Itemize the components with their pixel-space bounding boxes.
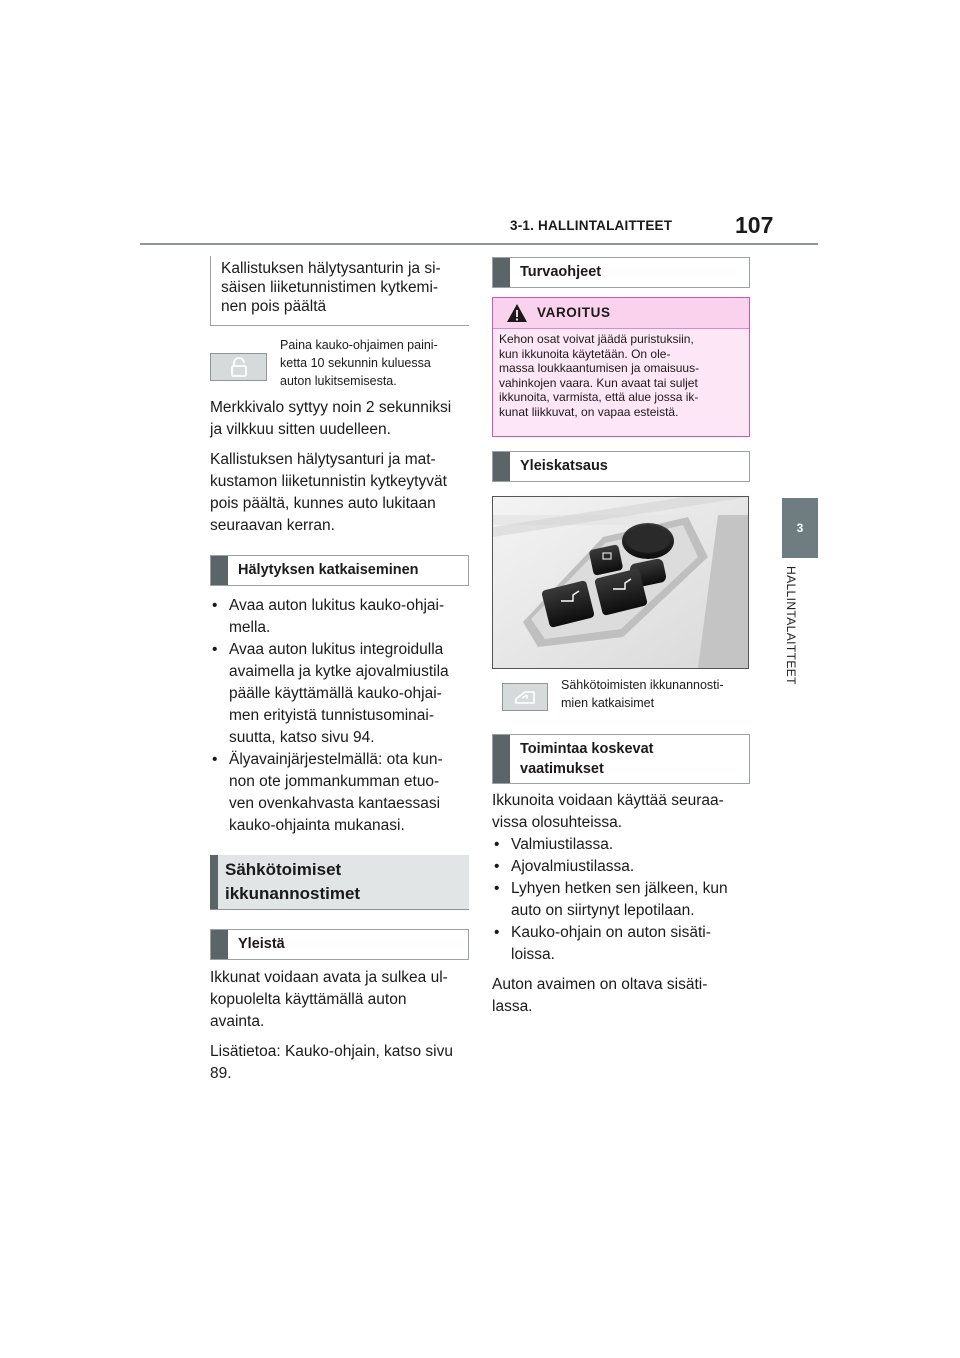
tilt-sensor-heading-box xyxy=(210,256,469,326)
list-item xyxy=(210,639,472,749)
text-line: Kehon osat voivat jäädä puristuksiin, xyxy=(499,332,694,346)
text-line: auto on siirtynyt lepotilaan. xyxy=(511,902,695,919)
text-line: mella. xyxy=(229,619,271,636)
text-line: ven ovenkahvasta kantaessasi xyxy=(229,795,441,812)
text-line: mien katkaisimet xyxy=(561,696,655,710)
heading-requirements xyxy=(492,734,750,784)
heading-safety xyxy=(492,257,750,288)
text-line: Ikkunat voidaan avata ja sulkea ul- xyxy=(210,969,448,986)
text-line: Toimintaa koskevat xyxy=(520,741,654,757)
text-line: Ajovalmiustilassa. xyxy=(511,858,635,875)
list-item xyxy=(492,856,754,878)
bullet-dot: • xyxy=(494,836,500,853)
tilt-sensor-heading-line: säisen liiketunnistimen kytkemi- xyxy=(221,279,439,296)
heading-alarm xyxy=(210,555,469,586)
heading-bar xyxy=(493,258,510,287)
tilt-sensor-heading-line: nen pois päältä xyxy=(221,298,327,315)
text-line: Kauko-ohjain on auton sisäti- xyxy=(511,924,711,941)
list-item xyxy=(492,878,754,922)
paragraph xyxy=(210,397,472,441)
heading-bar xyxy=(493,452,510,481)
heading-alarm-text: Hälytyksen katkaiseminen xyxy=(238,562,419,578)
text-line: Avaa auton lukitus integroidulla xyxy=(229,641,444,658)
warning-title: VAROITUS xyxy=(537,305,611,320)
chapter-tab: 3 xyxy=(782,498,818,558)
paragraph xyxy=(210,967,472,1033)
text-line: lassa. xyxy=(492,998,533,1015)
window-switch-icon xyxy=(513,688,537,706)
lock-icon-box xyxy=(210,353,267,381)
warning-triangle-icon xyxy=(506,303,528,323)
text-line: Älyavainjärjestelmällä: ota kun- xyxy=(229,751,443,768)
text-line: Lyhyen hetken sen jälkeen, kun xyxy=(511,880,728,897)
paragraph xyxy=(210,1041,472,1085)
text-line: loissa. xyxy=(511,946,555,963)
warning-header xyxy=(493,298,749,329)
text-line: ikkunannostimet xyxy=(225,884,361,903)
text-line: Avaa auton lukitus kauko-ohjai- xyxy=(229,597,445,614)
text-line: avaimella ja kytke ajovalmiustila xyxy=(229,663,449,680)
text-line: kustamon liiketunnistin kytkeytyvät xyxy=(210,473,447,490)
heading-overview-text: Yleiskatsaus xyxy=(520,458,608,474)
heading-bar xyxy=(211,556,228,585)
heading-bar xyxy=(211,930,228,959)
lock-note-line: Paina kauko-ohjaimen paini- xyxy=(280,338,438,352)
heading-overview xyxy=(492,451,750,482)
heading-bar xyxy=(493,735,510,783)
left-text-block-1 xyxy=(210,397,472,545)
text-line: kun ikkunoita käytetään. On ole- xyxy=(499,346,671,361)
text-line: päälle käyttämällä kauko-ohjai- xyxy=(229,685,442,702)
bullet-dot: • xyxy=(494,880,500,897)
list-item xyxy=(492,922,754,966)
window-switch-panel-illustration xyxy=(493,497,748,668)
list-item xyxy=(210,749,472,837)
header-rule xyxy=(140,243,818,245)
paragraph xyxy=(210,449,472,537)
text-line: Ikkunoita voidaan käyttää seuraa- xyxy=(492,792,724,809)
right-text-block xyxy=(492,790,754,1026)
bullet-dot: • xyxy=(212,597,218,614)
text-line: 89. xyxy=(210,1065,232,1082)
text-line: pois päältä, kunnes auto lukitaan xyxy=(210,495,436,512)
text-line: men erityistä tunnistusominai- xyxy=(229,707,435,724)
bullet-dot: • xyxy=(494,858,500,875)
text-line: ja vilkkuu sitten uudelleen. xyxy=(210,421,391,438)
text-line: Lisätietoa: Kauko-ohjain, katso sivu xyxy=(210,1043,453,1060)
text-line: Sähkötoimiset xyxy=(225,860,342,879)
lock-icon xyxy=(228,356,250,378)
photo-caption xyxy=(561,676,753,712)
text-line: vaatimukset xyxy=(520,761,604,777)
text-line: ikkunoita, varmista, että alue jossa ik- xyxy=(499,390,699,404)
warning-text xyxy=(499,332,743,419)
text-line: kauko-ohjainta mukanasi. xyxy=(229,817,405,834)
chapter-label: HALLINTALAITTEET xyxy=(784,566,798,685)
paragraph xyxy=(492,974,754,1018)
text-line: non ote jommankumman etuo- xyxy=(229,773,440,790)
warning-box xyxy=(492,297,750,437)
list-item xyxy=(210,595,472,639)
list-item xyxy=(492,834,754,856)
text-line: avainta. xyxy=(210,1013,265,1030)
bullet-dot: • xyxy=(494,924,500,941)
heading-general xyxy=(210,929,469,960)
chapter-heading-text xyxy=(225,858,360,906)
heading-general-text: Yleistä xyxy=(238,936,285,952)
text-line: kunat liikkuvat, on vapaa esteistä. xyxy=(499,404,679,419)
text-line: kopuolelta käyttämällä auton xyxy=(210,991,407,1008)
heading-bar xyxy=(210,855,218,909)
left-text-block-2 xyxy=(210,967,472,1093)
bullet-dot: • xyxy=(212,751,218,768)
text-line: suutta, katso sivu 94. xyxy=(229,729,375,746)
lock-note xyxy=(280,336,470,390)
text-line: Kallistuksen hälytysanturi ja mat- xyxy=(210,451,436,468)
tilt-sensor-heading-line: Kallistuksen hälytysanturin ja si- xyxy=(221,260,441,277)
chapter-heading-power-windows xyxy=(210,855,469,910)
window-switches-photo xyxy=(492,496,749,669)
text-line: Valmiustilassa. xyxy=(511,836,614,853)
window-switch-icon-box xyxy=(502,683,548,711)
text-line: vahinkojen vaara. Kun avaat tai suljet xyxy=(499,375,698,390)
text-line: seuraavan kerran. xyxy=(210,517,335,534)
paragraph xyxy=(492,790,754,834)
text-line: Sähkötoimisten ikkunannosti- xyxy=(561,678,724,692)
heading-requirements-text xyxy=(520,739,743,779)
lock-note-line: auton lukitsemisesta. xyxy=(280,374,397,388)
text-line: Auton avaimen on oltava sisäti- xyxy=(492,976,708,993)
heading-safety-text: Turvaohjeet xyxy=(520,264,602,280)
text-line: Merkkivalo syttyy noin 2 sekunniksi xyxy=(210,399,452,416)
alarm-bullet-list xyxy=(210,595,472,837)
lock-note-line: ketta 10 sekunnin kuluessa xyxy=(280,356,431,370)
text-line: massa loukkaantumisen ja omaisuus- xyxy=(499,361,700,375)
bullet-dot: • xyxy=(212,641,218,658)
text-line: vissa olosuhteissa. xyxy=(492,814,623,831)
page-number: 107 xyxy=(735,212,774,238)
section-title: 3-1. HALLINTALAITTEET xyxy=(510,218,673,233)
